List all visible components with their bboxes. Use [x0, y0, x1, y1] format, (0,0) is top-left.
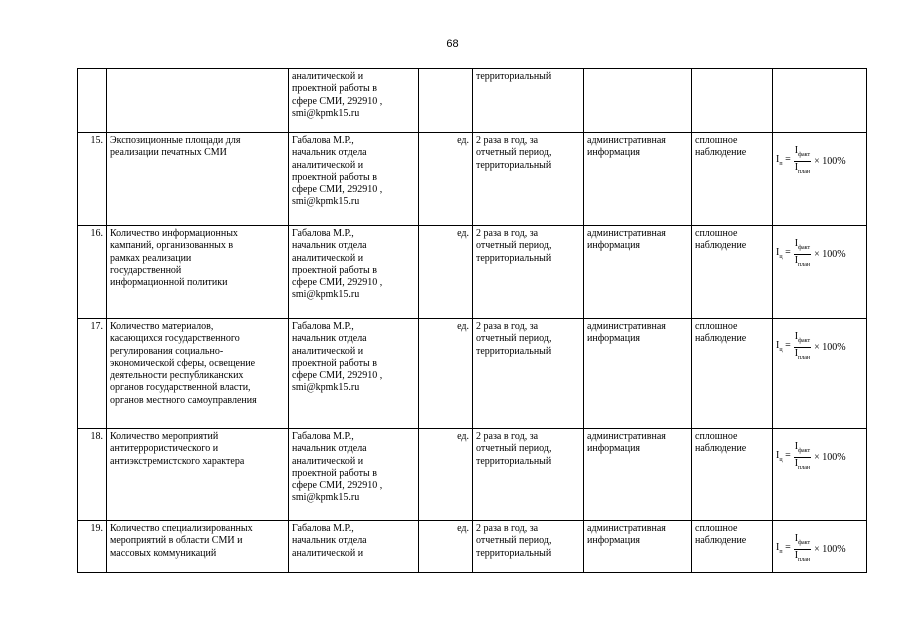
- data-source: [584, 69, 692, 133]
- table-row: [78, 226, 867, 319]
- period: 2 раза в год, за отчетный период, территориальный: [473, 133, 584, 226]
- calculation-formula: [776, 431, 863, 475]
- collection-method: [692, 69, 773, 133]
- unit: ед.: [419, 319, 473, 429]
- formula-cell: [773, 69, 867, 133]
- collection-method: сплошное наблюдение: [692, 429, 773, 521]
- formula-fraction: [794, 331, 811, 365]
- formula-tail: × 100%: [814, 341, 846, 353]
- responsible-person: аналитической и проектной работы в сфере СМИ, 292910 , smi@kpmk15.ru: [289, 69, 419, 133]
- period: 2 раза в год, за отчетный период, территориальный: [473, 319, 584, 429]
- period: территориальный: [473, 69, 584, 133]
- period: 2 раза в год, за отчетный период, территориальный: [473, 521, 584, 573]
- row-number: 19.: [78, 521, 107, 573]
- unit: ед.: [419, 429, 473, 521]
- indicator-name: Количество материалов, касающихся государственного регулирования социально- экономической сферы, освещение деятельности республиканских органов государственной власти, органов местного самоуправления: [107, 319, 289, 429]
- period: 2 раза в год, за отчетный период, территориальный: [473, 429, 584, 521]
- collection-method: сплошное наблюдение: [692, 521, 773, 573]
- formula-numerator: $I_{факт}$: [794, 331, 811, 348]
- indicator-name: Количество специализированных мероприятий в области СМИ и массовых коммуникаций: [107, 521, 289, 573]
- table-row: [78, 429, 867, 521]
- row-number: [78, 69, 107, 133]
- period: 2 раза в год, за отчетный период, территориальный: [473, 226, 584, 319]
- responsible-person: Габалова М.Р., начальник отдела аналитической и проектной работы в сфере СМИ, 292910 , smi@kpmk15.ru: [289, 226, 419, 319]
- formula-lhs: $I_ц$ =: [776, 449, 791, 463]
- table-row: [78, 521, 867, 573]
- formula-lhs: $I_п$ =: [776, 541, 791, 555]
- formula-tail: × 100%: [814, 451, 846, 463]
- indicator-name: Экспозиционные площади для реализации печатных СМИ: [107, 133, 289, 226]
- formula-cell: [773, 521, 867, 573]
- row-number: 17.: [78, 319, 107, 429]
- formula-numerator: $I_{факт}$: [794, 145, 811, 162]
- formula-fraction: [794, 441, 811, 475]
- collection-method: сплошное наблюдение: [692, 226, 773, 319]
- indicators-table: [77, 68, 867, 573]
- responsible-person: Габалова М.Р., начальник отдела аналитической и проектной работы в сфере СМИ, 292910 , smi@kpmk15.ru: [289, 319, 419, 429]
- table-row: [78, 69, 867, 133]
- responsible-person: Габалова М.Р., начальник отдела аналитической и проектной работы в сфере СМИ, 292910 , smi@kpmk15.ru: [289, 429, 419, 521]
- formula-denominator: $I_{план}$: [794, 550, 811, 564]
- data-source: административная информация: [584, 133, 692, 226]
- collection-method: сплошное наблюдение: [692, 133, 773, 226]
- formula-lhs: $I_п$ =: [776, 153, 791, 167]
- formula-cell: [773, 429, 867, 521]
- formula-numerator: $I_{факт}$: [794, 533, 811, 550]
- formula-denominator: $I_{план}$: [794, 255, 811, 269]
- indicator-name: Количество мероприятий антитеррористического и антиэкстремистского характера: [107, 429, 289, 521]
- formula-fraction: [794, 533, 811, 567]
- indicator-name: [107, 69, 289, 133]
- formula-denominator: $I_{план}$: [794, 162, 811, 176]
- collection-method: сплошное наблюдение: [692, 319, 773, 429]
- formula-fraction: [794, 238, 811, 272]
- formula-fraction: [794, 145, 811, 179]
- formula-tail: × 100%: [814, 155, 846, 167]
- formula-numerator: $I_{факт}$: [794, 238, 811, 255]
- formula-numerator: $I_{факт}$: [794, 441, 811, 458]
- responsible-person: Габалова М.Р., начальник отдела аналитической и: [289, 521, 419, 573]
- calculation-formula: [776, 135, 863, 179]
- unit: [419, 69, 473, 133]
- formula-lhs: $I_ц$ =: [776, 246, 791, 260]
- row-number: 15.: [78, 133, 107, 226]
- formula-cell: [773, 133, 867, 226]
- page-number: 68: [446, 38, 459, 50]
- formula-cell: [773, 226, 867, 319]
- unit: ед.: [419, 133, 473, 226]
- formula-cell: [773, 319, 867, 429]
- responsible-person: Габалова М.Р., начальник отдела аналитической и проектной работы в сфере СМИ, 292910 , smi@kpmk15.ru: [289, 133, 419, 226]
- calculation-formula: [776, 321, 863, 365]
- row-number: 16.: [78, 226, 107, 319]
- table-row: [78, 319, 867, 429]
- formula-tail: × 100%: [814, 248, 846, 260]
- row-number: 18.: [78, 429, 107, 521]
- unit: ед.: [419, 226, 473, 319]
- calculation-formula: [776, 523, 863, 567]
- formula-denominator: $I_{план}$: [794, 348, 811, 362]
- data-source: административная информация: [584, 319, 692, 429]
- data-source: административная информация: [584, 226, 692, 319]
- formula-tail: × 100%: [814, 543, 846, 555]
- formula-lhs: $I_ц$ =: [776, 339, 791, 353]
- indicator-name: Количество информационных кампаний, организованных в рамках реализации государственной информационной политики: [107, 226, 289, 319]
- unit: ед.: [419, 521, 473, 573]
- data-source: административная информация: [584, 429, 692, 521]
- formula-denominator: $I_{план}$: [794, 458, 811, 472]
- data-source: административная информация: [584, 521, 692, 573]
- calculation-formula: [776, 228, 863, 272]
- table-row: [78, 133, 867, 226]
